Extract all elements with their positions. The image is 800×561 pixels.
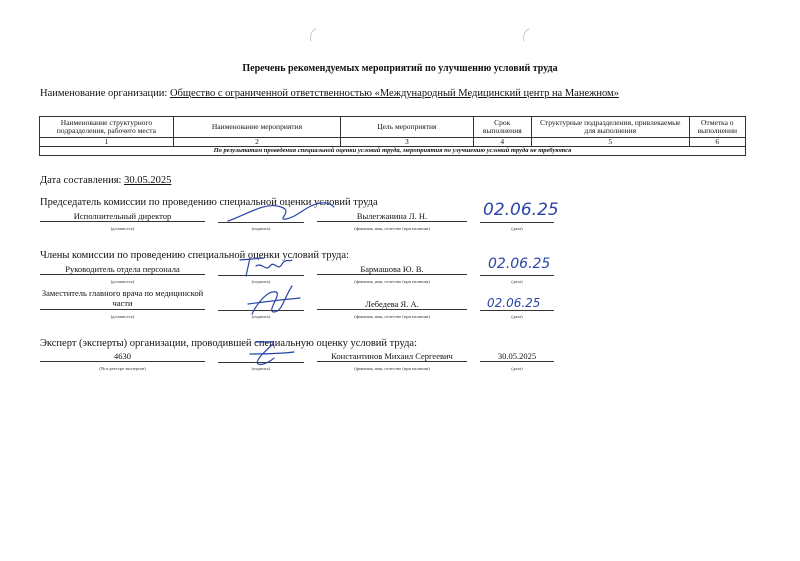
column-number: 1 — [40, 138, 174, 147]
table-note: По результатам проведения специальной оценки условий труда, мероприятия по улучшению условий труда не требуются — [40, 147, 746, 156]
caption-signature: (подпись) — [251, 366, 271, 371]
compiled-date-line — [40, 175, 171, 186]
column-header: Срок выполнения — [473, 117, 531, 138]
caption-signature: (подпись) — [251, 279, 271, 284]
member-1-position: Руководитель отдела персонала — [40, 264, 205, 275]
chairman-date: 02.06.25 — [483, 200, 559, 220]
caption-signature: (подпись) — [251, 314, 271, 319]
caption-position: (должность) — [110, 226, 135, 231]
caption-position: (должность) — [110, 279, 135, 284]
members-heading: Члены комиссии по проведению специальной оценки условий труда: — [40, 250, 349, 261]
column-number: 5 — [531, 138, 689, 147]
expert-date: 30.05.2025 — [480, 351, 554, 362]
caption-date: (дата) — [511, 279, 523, 284]
member-2-name: Лебедева Я. А. — [317, 299, 467, 310]
organization-line — [40, 88, 619, 99]
chairman-signature — [226, 197, 336, 225]
compiled-label: Дата составления: — [40, 175, 122, 186]
chairman-name: Вылегжанина Л. Н. — [317, 211, 467, 222]
column-number: 3 — [341, 138, 474, 147]
caption-signature: (подпись) — [251, 226, 271, 231]
expert-registry-number: 4630 — [40, 351, 205, 362]
column-header: Структурные подразделения, привлекаемые для выполнения — [531, 117, 689, 138]
punch-mark-right — [521, 28, 531, 42]
caption-name: (фамилия, имя, отчество (при наличии) — [354, 279, 430, 284]
organization-label: Наименование организации: — [40, 88, 168, 99]
chairman-position: Исполнительный директор — [40, 211, 205, 222]
caption-name: (фамилия, имя, отчество (при наличии) — [354, 226, 430, 231]
chairman-heading: Председатель комиссии по проведению специальной оценки условий труда — [40, 197, 378, 208]
member-1-signature — [236, 252, 296, 278]
caption-date: (дата) — [511, 314, 523, 319]
expert-heading: Эксперт (эксперты) организации, проводившей специальную оценку условий труда: — [40, 338, 418, 349]
column-number: 2 — [173, 138, 340, 147]
page-title: Перечень рекомендуемых мероприятий по улучшению условий труда — [242, 63, 558, 74]
expert-name: Константинов Михаил Сергеевич — [317, 351, 467, 362]
member-2-position: Заместитель главного врача по медицинской части — [41, 288, 204, 308]
caption-registry: (№ в реестре экспертов) — [99, 366, 146, 371]
punch-mark-left — [308, 28, 318, 42]
caption-name: (фамилия, имя, отчество (при наличии) — [354, 314, 430, 319]
member-1-date: 02.06.25 — [488, 256, 551, 272]
measures-table — [39, 116, 746, 156]
table-note-row — [40, 147, 746, 156]
column-header: Цель мероприятия — [341, 117, 474, 138]
column-header: Наименование мероприятия — [173, 117, 340, 138]
caption-date: (дата) — [511, 226, 523, 231]
column-number-row — [40, 138, 746, 147]
member-2-date: 02.06.25 — [487, 296, 541, 310]
column-header: Отметка о выполнении — [689, 117, 745, 138]
caption-date: (дата) — [511, 366, 523, 371]
column-header: Наименование структурного подразделения, рабочего места — [40, 117, 174, 138]
column-number: 6 — [689, 138, 745, 147]
member-1-name: Бармашова Ю. В. — [317, 264, 467, 275]
caption-name: (фамилия, имя, отчество (при наличии) — [354, 366, 430, 371]
organization-name: Общество с ограниченной ответственностью «Международный Медицинский центр на Манежном» — [169, 88, 619, 99]
column-number: 4 — [473, 138, 531, 147]
table-header-row — [40, 117, 746, 138]
caption-position: (должность) — [110, 314, 135, 319]
compiled-date: 30.05.2025 — [124, 175, 172, 186]
